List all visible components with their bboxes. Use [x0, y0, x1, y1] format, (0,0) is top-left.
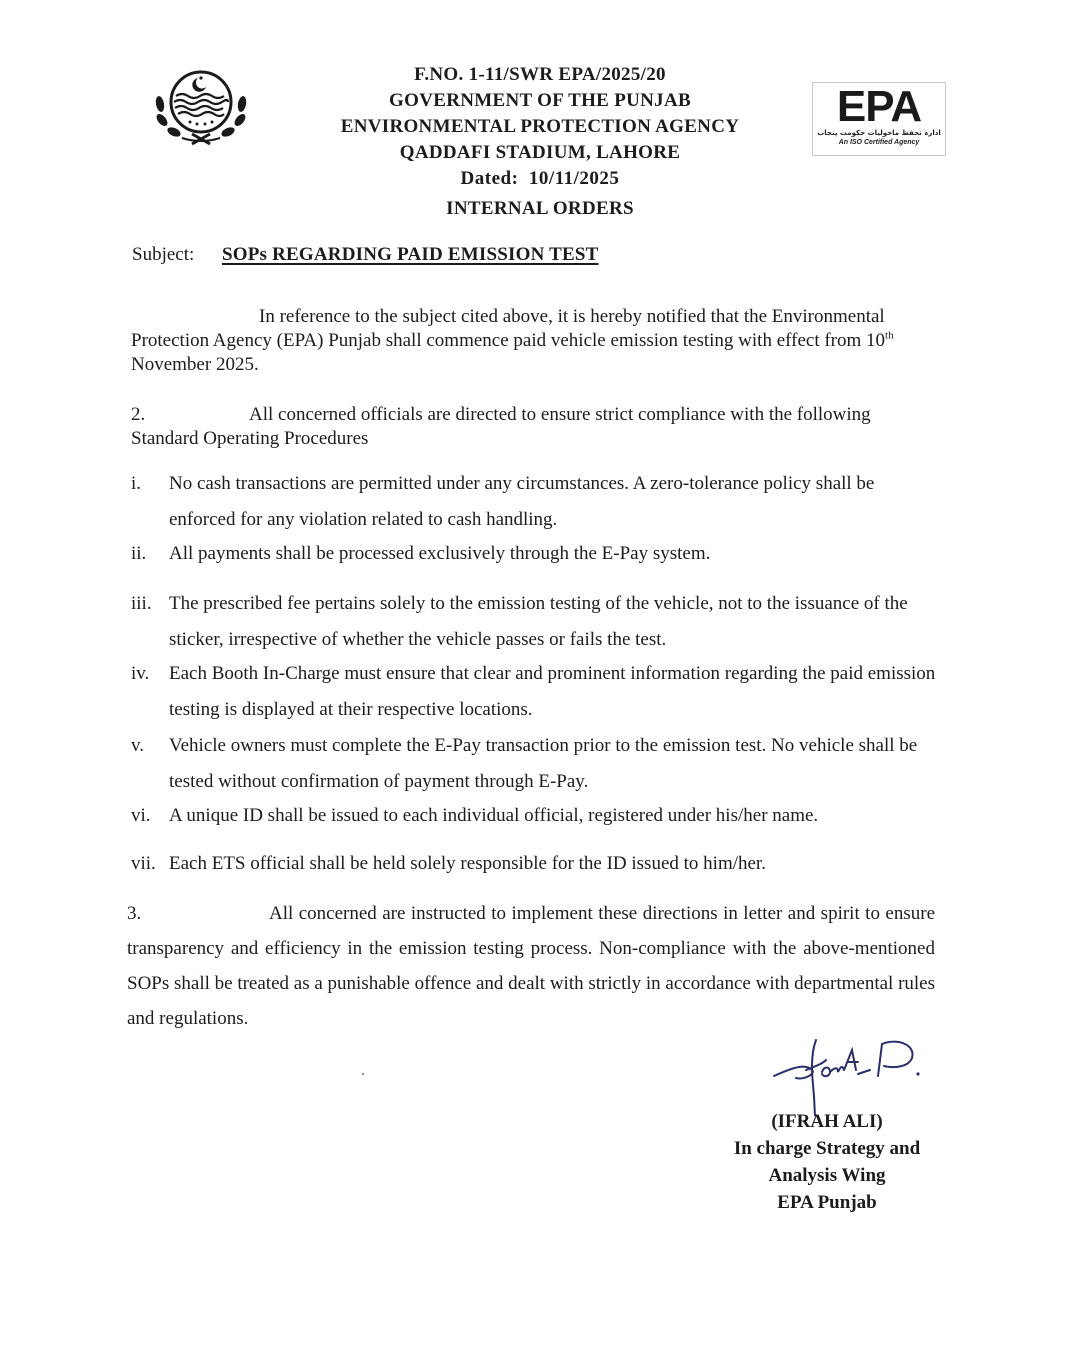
- sop-number: iv.: [131, 663, 150, 684]
- epa-logo-urdu-tagline: ادارہ تحفظ ماحولیات حکومت پنجاب: [817, 129, 941, 137]
- subject-label: Subject:: [132, 244, 195, 265]
- paragraph-3-text: All concerned are instructed to implement these directions in letter and spirit to ensure transparency and efficiency in the emission testing process. Non-compliance with the above-mentioned SOPs shall be treated as a punishable offence and dealt with strictly in accordance with departmental rules and regulations.: [127, 903, 935, 1029]
- paragraph-number: 2.: [131, 404, 146, 425]
- paragraph-2-text: All concerned officials are directed to ensure strict compliance with the following Standard Operating Procedures: [131, 404, 871, 449]
- sop-text: Vehicle owners must complete the E-Pay transaction prior to the emission test. No vehicle shall be tested without confirmation of payment through E-Pay.: [169, 735, 918, 792]
- paragraph-3: [127, 896, 935, 1036]
- paragraph-number: 3.: [127, 903, 142, 924]
- sop-text: All payments shall be processed exclusively through the E-Pay system.: [169, 543, 711, 564]
- signatory-wing: Analysis Wing: [768, 1165, 886, 1186]
- letterhead: [300, 62, 780, 192]
- document-title: INTERNAL ORDERS: [446, 198, 634, 219]
- sop-number: v.: [131, 735, 145, 756]
- sop-number: vii.: [131, 853, 156, 874]
- sop-number: i.: [131, 473, 142, 494]
- signatory-designation: In charge Strategy and: [733, 1138, 921, 1159]
- sop-number: ii.: [131, 543, 147, 564]
- epa-logo-iso-tagline: An ISO Certified Agency: [838, 139, 920, 146]
- punjab-government-emblem-icon: [146, 64, 256, 154]
- signatory-organization: EPA Punjab: [777, 1192, 877, 1213]
- paragraph-1-text: In reference to the subject cited above, it is hereby notified that the Environmental Protection Agency (EPA) Punjab shall commence paid vehicle emission testing with effect from 10: [131, 306, 886, 351]
- signatory-name: (IFRAH ALI): [771, 1111, 883, 1132]
- scan-speck: [362, 1073, 364, 1075]
- agency-address: QADDAFI STADIUM, LAHORE: [399, 142, 681, 163]
- signature: [766, 1036, 926, 1116]
- epa-logo: [812, 82, 946, 156]
- sop-text: Each ETS official shall be held solely responsible for the ID issued to him/her.: [169, 853, 766, 874]
- file-number: F.NO. 1-11/SWR EPA/2025/20: [414, 64, 666, 85]
- paragraph-2: [131, 403, 931, 451]
- epa-logo-mark: EPA: [836, 82, 922, 131]
- sop-number: iii.: [131, 593, 152, 614]
- subject-line: [132, 244, 598, 266]
- sop-text: A unique ID shall be issued to each individual official, registered under his/her name.: [169, 805, 819, 826]
- sop-text: The prescribed fee pertains solely to the emission testing of the vehicle, not to the issuance of the sticker, irrespective of whether the vehicle passes or fails the test.: [169, 593, 908, 650]
- sop-text: Each Booth In-Charge must ensure that clear and prominent information regarding the paid emission testing is displayed at their respective locations.: [169, 663, 936, 720]
- paragraph-1: [131, 305, 931, 377]
- document-date: Dated: 10/11/2025: [460, 168, 620, 189]
- agency-name: ENVIRONMENTAL PROTECTION AGENCY: [340, 116, 740, 137]
- sop-text: No cash transactions are permitted under any circumstances. A zero-tolerance policy shall be enforced for any violation related to cash handling.: [169, 473, 875, 530]
- subject-text: SOPs REGARDING PAID EMISSION TEST: [222, 244, 599, 265]
- government-name: GOVERNMENT OF THE PUNJAB: [389, 90, 691, 111]
- paragraph-1-text-end: November 2025.: [131, 354, 259, 375]
- ordinal-suffix: th: [885, 329, 894, 342]
- sop-number: vi.: [131, 805, 151, 826]
- signatory-block: [720, 1108, 934, 1216]
